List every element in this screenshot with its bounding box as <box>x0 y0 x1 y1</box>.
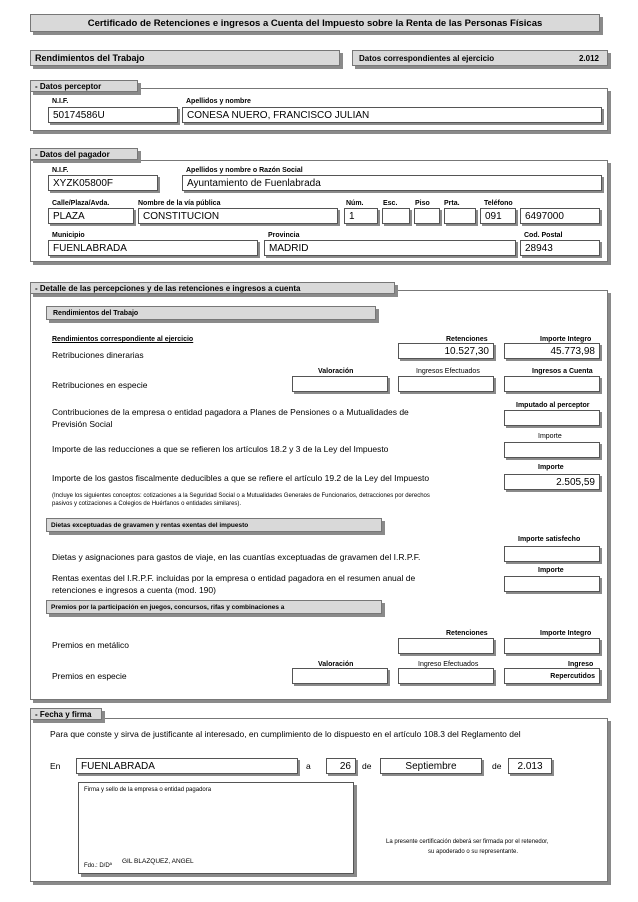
reducciones-label: Importe de las reducciones a que se refieren los artículos 18.2 y 3 de la Ley del Impuesto <box>52 444 389 454</box>
premios-bar <box>46 600 382 614</box>
dinerarias-retenciones-value: 10.527,30 <box>444 345 489 357</box>
certificate-title-bar <box>30 14 600 32</box>
prta-label: Prta. <box>444 200 460 207</box>
rendimientos-subhead: Rendimientos correspondiente al ejercicio <box>52 336 194 343</box>
perceptor-name-label: Apellidos y nombre <box>186 98 251 105</box>
piso-field[interactable] <box>414 208 440 224</box>
anio-field[interactable] <box>508 758 552 774</box>
pagador-section-title: - Datos del pagador <box>35 149 110 159</box>
perceptor-nif-field[interactable] <box>48 107 178 123</box>
firma-note-1: La presente certificación deberá ser firmada por el retenedor, <box>386 839 549 845</box>
especie-valoracion-field[interactable] <box>292 376 388 392</box>
gastos-label: Importe de los gastos fiscalmente deducibles a que se refiere el artículo 19.2 de la Ley del Impuesto <box>52 473 430 483</box>
firma-statement: Para que conste y sirva de justificante al interesado, en cumplimiento de lo dispuesto en el artículo 108.3 del Reglamento del <box>50 729 521 739</box>
provincia-value: MADRID <box>269 242 309 254</box>
certificate-title: Certificado de Retenciones e ingresos a Cuenta del Impuesto sobre la Renta de las Personas Físicas <box>87 17 543 29</box>
section-rendimientos-trabajo: Rendimientos del Trabajo <box>35 53 145 63</box>
especie-label: Retribuciones en especie <box>52 380 148 390</box>
prta-field[interactable] <box>444 208 476 224</box>
premios-especie-label: Premios en especie <box>52 671 127 681</box>
imputado-label: Imputado al perceptor <box>516 402 590 409</box>
premios-repercutidos-label: Repercutidos <box>550 672 595 680</box>
importe-label-gastos: Importe <box>538 464 564 471</box>
dinerarias-retenciones-field[interactable] <box>398 343 494 359</box>
ingresos-cuenta-label: Ingresos a Cuenta <box>532 368 593 375</box>
rentas-exentas-label: Rentas exentas del I.R.P.F. incluidas por la empresa o entidad pagadora en el resumen anual de retenciones e ingresos a cuenta (mod. 190) <box>52 573 416 595</box>
phone-prefix-value: 091 <box>485 210 502 222</box>
ejercicio-year: 2.012 <box>578 53 599 63</box>
premios-retenciones-label: Retenciones <box>446 630 488 637</box>
dietas-bar-title: Dietas exceptuadas de gravamen y rentas exentas del impuesto <box>51 521 249 529</box>
perceptor-section-title: - Datos perceptor <box>35 81 102 91</box>
firmante-name: GIL BLAZQUEZ, ANGEL <box>122 858 194 865</box>
premios-especie-ingreso-field[interactable] <box>398 668 494 684</box>
importe-label-rentas: Importe <box>538 567 564 574</box>
perceptor-section-bar <box>30 80 138 92</box>
especie-ingresos-cuenta-field[interactable] <box>504 376 600 392</box>
perceptor-name-field[interactable] <box>182 107 602 123</box>
importe-integro-col-label: Importe Integro <box>540 336 592 343</box>
anio-value: 2.013 <box>517 760 543 772</box>
retenciones-col-label: Retenciones <box>446 336 488 343</box>
lugar-value: FUENLABRADA <box>81 760 155 772</box>
gastos-importe-field[interactable] <box>504 474 600 490</box>
dinerarias-importe-field[interactable] <box>504 343 600 359</box>
pagador-nif-label: N.I.F. <box>52 167 69 174</box>
reducciones-importe-field[interactable] <box>504 442 600 458</box>
contribuciones-importe-field[interactable] <box>504 410 600 426</box>
street-name-value: CONSTITUCION <box>143 210 220 222</box>
street-type-value: PLAZA <box>53 210 85 222</box>
firma-section-title: - Fecha y firma <box>35 709 92 719</box>
municipio-field[interactable] <box>48 240 258 256</box>
street-name-field[interactable] <box>138 208 338 224</box>
street-type-label: Calle/Plaza/Avda. <box>52 200 110 207</box>
pagador-nif-field[interactable] <box>48 175 158 191</box>
firma-note-2: su apoderado o su representante. <box>428 849 519 855</box>
detalle-section-title: - Detalle de las percepciones y de las retenciones e ingresos a cuenta <box>35 283 301 293</box>
phone-label: Teléfono <box>484 200 513 207</box>
pagador-name-field[interactable] <box>182 175 602 191</box>
phone-number-field[interactable] <box>520 208 600 224</box>
mes-field[interactable] <box>380 758 482 774</box>
valoracion-label: Valoración <box>318 368 354 375</box>
a-label: a <box>306 761 311 771</box>
header-right-bar <box>352 50 608 66</box>
num-label: Núm. <box>346 200 364 207</box>
dinerarias-importe-value: 45.773,98 <box>550 345 595 357</box>
de-label-2: de <box>492 761 502 771</box>
dietas-bar <box>46 518 382 532</box>
premios-metalico-retenciones-field[interactable] <box>398 638 494 654</box>
premios-especie-repercutidos-field[interactable] <box>504 668 600 684</box>
piso-label: Piso <box>415 200 430 207</box>
mes-value: Septiembre <box>405 760 457 772</box>
provincia-field[interactable] <box>264 240 516 256</box>
premios-importe-label: Importe Integro <box>540 630 592 637</box>
pagador-nif-value: XYZK05800F <box>53 177 114 189</box>
cp-value: 28943 <box>525 242 553 254</box>
importe-label-reducciones: Importe <box>538 433 562 440</box>
fdo-label: Fdo.: D/Dª <box>84 863 112 869</box>
municipio-label: Municipio <box>52 232 85 239</box>
provincia-label: Provincia <box>268 232 300 239</box>
gastos-importe-value: 2.505,59 <box>556 476 595 488</box>
num-field[interactable] <box>344 208 378 224</box>
dinerarias-label: Retribuciones dinerarias <box>52 350 144 360</box>
premios-bar-title: Premios por la participación en juegos, concursos, rifas y combinaciones a <box>51 603 285 611</box>
esc-label: Esc. <box>383 200 398 207</box>
ejercicio-label: Datos correspondientes al ejercicio <box>359 53 495 63</box>
premios-metalico-label: Premios en metálico <box>52 640 130 650</box>
rendimientos-bar-title: Rendimientos del Trabajo <box>53 309 139 317</box>
perceptor-nif-value: 50174586U <box>53 109 105 121</box>
gastos-note: (Incluye los siguientes conceptos: cotizaciones a la Seguridad Social o a Mutualidades Generales de Funcionarios, detracciones por derechos pasivos y cotizaciones a Colegios de Huérfanos o entidades similares). <box>52 493 430 507</box>
firma-section-bar <box>30 708 102 720</box>
premios-ingreso-rep-label: Ingreso <box>568 661 594 668</box>
dia-value: 26 <box>339 760 351 772</box>
cp-field[interactable] <box>520 240 600 256</box>
street-type-field[interactable] <box>48 208 134 224</box>
signature-box[interactable] <box>78 782 354 874</box>
importe-satisfecho-label: Importe satisfecho <box>518 536 581 543</box>
premios-especie-valoracion-field[interactable] <box>292 668 388 684</box>
lugar-field[interactable] <box>76 758 298 774</box>
premios-valoracion-label: Valoración <box>318 661 354 668</box>
esc-field[interactable] <box>382 208 410 224</box>
pagador-name-value: Ayuntamiento de Fuenlabrada <box>187 177 321 189</box>
num-value: 1 <box>349 210 355 222</box>
contribuciones-label: Contribuciones de la empresa o entidad pagadora a Planes de Pensiones o a Mutualidades de Previsión Social <box>52 407 409 429</box>
de-label-1: de <box>362 761 372 771</box>
perceptor-nif-label: N.I.F. <box>52 98 69 105</box>
pagador-section-bar <box>30 148 138 160</box>
dia-field[interactable] <box>326 758 356 774</box>
detalle-section-bar <box>30 282 395 294</box>
especie-ingresos-efectuados-field[interactable] <box>398 376 494 392</box>
premios-metalico-importe-field[interactable] <box>504 638 600 654</box>
dietas-label: Dietas y asignaciones para gastos de viaje, en las cuantías exceptuadas de gravamen del I.R.P.F. <box>52 552 421 562</box>
premios-ingreso-label: Ingreso Efectuados <box>418 661 479 668</box>
perceptor-name-value: CONESA NUERO, FRANCISCO JULIAN <box>187 109 370 121</box>
pagador-name-label: Apellidos y nombre o Razón Social <box>186 167 303 174</box>
street-name-label: Nombre de la vía pública <box>138 200 221 207</box>
rendimientos-bar <box>46 306 376 320</box>
rentas-exentas-importe-field[interactable] <box>504 576 600 592</box>
phone-prefix-field[interactable] <box>480 208 516 224</box>
municipio-value: FUENLABRADA <box>53 242 127 254</box>
cp-label: Cod. Postal <box>524 232 563 239</box>
en-label: En <box>50 761 61 771</box>
signature-box-label: Firma y sello de la empresa o entidad pagadora <box>84 787 212 793</box>
ingresos-efectuados-label: Ingresos Efectuados <box>416 368 480 375</box>
phone-number-value: 6497000 <box>525 210 564 222</box>
dietas-importe-field[interactable] <box>504 546 600 562</box>
header-left-bar <box>30 50 340 66</box>
